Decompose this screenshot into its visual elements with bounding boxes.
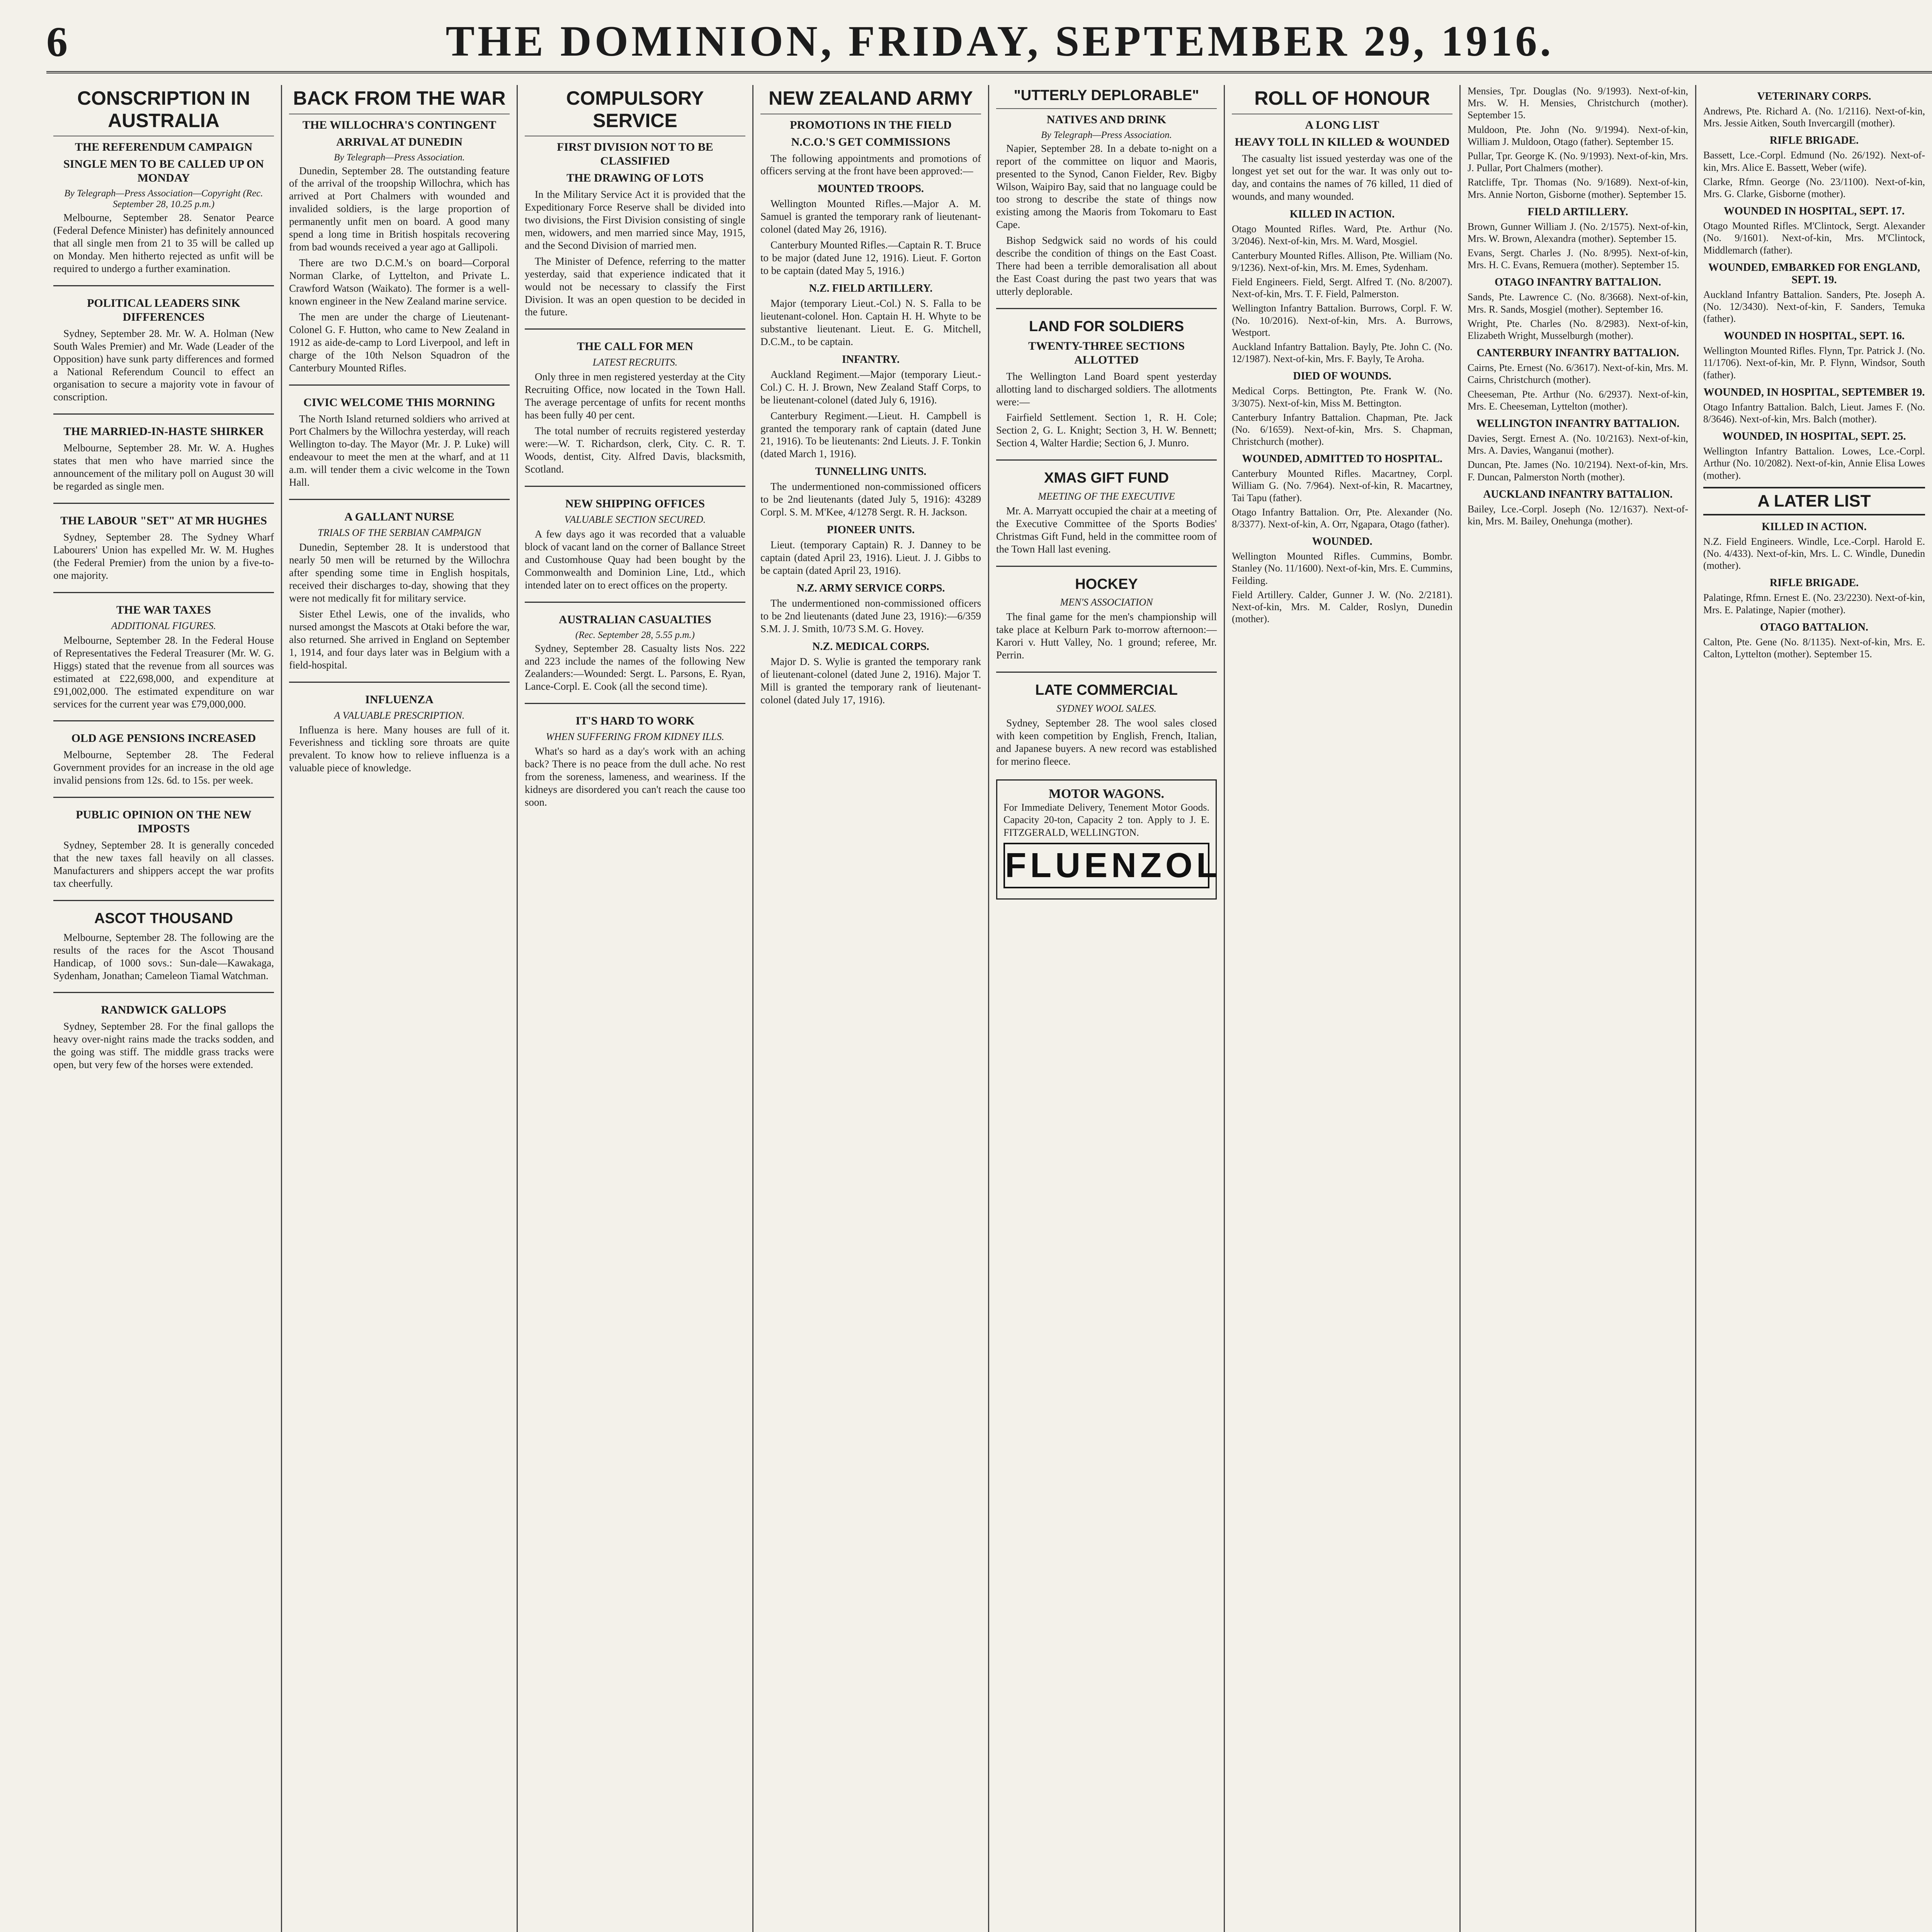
casualty-entry: Pullar, Tpr. George K. (No. 9/1993). Next-of-kin, Mrs. J. Pullar, Port Chalmers (mother).: [1468, 150, 1688, 174]
article-roll-of-honour: [1232, 87, 1452, 625]
paragraph: The undermentioned non-commissioned officers to be 2nd lieutenants (dated June 23, 1916):—6/359 S.M. J. J. Smith, 10/73 S.M. G. Hovey.: [760, 597, 981, 634]
section-label: WOUNDED, EMBARKED FOR ENGLAND, SEPT. 19.: [1708, 261, 1920, 286]
paragraph: Sydney, September 28. Mr. W. A. Holman (New South Wales Premier) and Mr. Wade (Leader of the Opposition) have sunk party differences and formed a National Referendum Council to effect an organisation to secure a majority vote in favour of conscription.: [53, 327, 274, 403]
article-influenza: [289, 682, 510, 775]
casualty-entry: Canterbury Mounted Rifles. Allison, Pte. William (No. 9/1236). Next-of-kin, Mrs. M. Emes, Sydenham.: [1232, 250, 1452, 273]
paragraph: Melbourne, September 28. The following are the results of the races for the Ascot Thousand Handicap, of 1000 sovs.: Sun-dale—Kawakaga, Sydenham, Jonathan; Cameleon Tiamal Watchman.: [53, 931, 274, 981]
headline: NEW ZEALAND ARMY: [769, 87, 973, 109]
section-label: KILLED IN ACTION.: [1289, 208, 1395, 221]
casualty-entry: Evans, Sergt. Charles J. (No. 8/995). Next-of-kin, Mrs. H. C. Evans, Remuera (mother). September 15.: [1468, 247, 1688, 271]
column-2: [282, 85, 518, 1932]
advertisement: [996, 779, 1221, 900]
section-label: N.Z. MEDICAL CORPS.: [812, 640, 929, 653]
section-label: VETERINARY CORPS.: [1757, 90, 1871, 102]
headline: INFLUENZA: [365, 693, 434, 706]
section-label: TUNNELLING UNITS.: [815, 466, 927, 478]
casualty-entry: Medical Corps. Bettington, Pte. Frank W. (No. 3/3075). Next-of-kin, Miss M. Bettington.: [1232, 385, 1452, 409]
headline: ASCOT THOUSAND: [94, 910, 233, 927]
paragraph: Bishop Sedgwick said no words of his could describe the condition of things on the East Coast. There had been a terrible demoralisation all about the East Coast during the past two years that was utterly deplorable.: [996, 235, 1217, 297]
casualty-entry: Otago Infantry Battalion. Orr, Pte. Alexander (No. 8/3377). Next-of-kin, A. Orr, Ngapara, Otago (father).: [1232, 506, 1452, 530]
casualty-list-continued: [1468, 85, 1688, 527]
article-public-opinion: [53, 797, 274, 890]
headline: XMAS GIFT FUND: [1044, 470, 1169, 486]
subheadline: TWENTY-THREE SECTIONS ALLOTTED: [1028, 339, 1185, 366]
article-old-age-pensions: [53, 720, 274, 787]
section-label: WOUNDED IN HOSPITAL, SEPT. 17.: [1723, 205, 1905, 218]
ad-heading: MOTOR WAGONS.: [1048, 786, 1165, 801]
article-ascot-thousand: [53, 900, 274, 982]
paragraph: The Wellington Land Board spent yesterday allotting land to discharged soldiers. The allotments were:—: [996, 370, 1217, 408]
dateline: By Telegraph—Press Association.: [334, 152, 465, 163]
newspaper-title: THE DOMINION, FRIDAY, SEPTEMBER 29, 1916.: [446, 17, 1554, 65]
subheadline: FIRST DIVISION NOT TO BE CLASSIFIED: [525, 136, 745, 168]
article-war-taxes: [53, 592, 274, 711]
article-utterly-deplorable: [996, 87, 1217, 298]
deck: ARRIVAL AT DUNEDIN: [336, 135, 463, 148]
column-6: [1225, 85, 1461, 1932]
casualty-entry: Bassett, Lce.-Corpl. Edmund (No. 26/192). Next-of-kin, Mrs. Alice E. Bassett, Weber (wife).: [1703, 150, 1925, 173]
column-5: [989, 85, 1225, 1932]
casualty-entry: Otago Infantry Battalion. Balch, Lieut. James F. (No. 8/3646). Next-of-kin, Mrs. Balch (mother).: [1703, 401, 1925, 425]
section-label: OTAGO INFANTRY BATTALION.: [1495, 276, 1661, 289]
column-7: [1461, 85, 1696, 1932]
article-political-leaders: [53, 285, 274, 404]
paragraph: Sydney, September 28. Casualty lists Nos. 222 and 223 include the names of the following New Zealanders:—Wounded: Sergt. L. Parsons, E. Ryan, Lance-Corpl. E. Cook (all the second time).: [525, 642, 745, 692]
paragraph: Influenza is here. Many houses are full of it. Feverishness and tickling sore throats are quite prevalent. To know how to relieve influenza is a valuable piece of knowledge.: [289, 724, 510, 774]
casualty-entry: Wellington Infantry Battalion. Lowes, Lce.-Corpl. Arthur (No. 10/2082). Next-of-kin, Annie Elisa Lowes (mother).: [1703, 446, 1925, 481]
casualty-entry: Calton, Pte. Gene (No. 8/1135). Next-of-kin, Mrs. E. Calton, Lyttelton (mother). September 15.: [1703, 636, 1925, 660]
headline: LAND FOR SOLDIERS: [1029, 318, 1184, 335]
casualty-entry: Mensies, Tpr. Douglas (No. 9/1993). Next-of-kin, Mrs. W. H. Mensies, Christchurch (mother). September 15.: [1468, 85, 1688, 121]
article-call-for-men: [525, 328, 745, 476]
headline: IT'S HARD TO WORK: [575, 714, 695, 728]
article-shipping-offices: [525, 486, 745, 592]
paragraph: Major (temporary Lieut.-Col.) N. S. Falla to be lieutenant-colonel. Hon. Captain H. H. Whyte to be substantive lieutenant. Lieut. E. G. Mitchell, D.C.M., to be captain.: [760, 298, 981, 347]
article-hockey: [996, 566, 1217, 662]
masthead: [46, 15, 1932, 73]
paragraph: Canterbury Mounted Rifles.—Captain R. T. Bruce to be major (dated June 12, 1916). Lieut. F. Gorton to be captain (dated May 5, 1916.): [760, 239, 981, 277]
casualty-entry: Duncan, Pte. James (No. 10/2194). Next-of-kin, Mrs. F. Duncan, Palmerston North (mother).: [1468, 459, 1688, 483]
paragraph: Sydney, September 28. The Sydney Wharf Labourers' Union has expelled Mr. W. M. Hughes (the Federal Premier) from the union by a five-to-one majority.: [53, 531, 274, 581]
headline: OLD AGE PENSIONS INCREASED: [71, 732, 256, 745]
paragraph: Major D. S. Wylie is granted the temporary rank of lieutenant-colonel (dated June 2, 1916). Major T. Mill is granted the temporary rank of lieutenant-colonel (dated July 17, 1916).: [760, 655, 981, 706]
article-randwick-gallops: [53, 992, 274, 1071]
casualty-entry: Ratcliffe, Tpr. Thomas (No. 9/1689). Next-of-kin, Mrs. Annie Norton, Gisborne (mother). September 15.: [1468, 177, 1688, 200]
article-gallant-nurse: [289, 499, 510, 671]
headline: THE MARRIED-IN-HASTE SHIRKER: [63, 425, 264, 438]
deck: SINGLE MEN TO BE CALLED UP ON MONDAY: [63, 158, 264, 184]
casualty-entry: Cairns, Pte. Ernest (No. 6/3617). Next-of-kin, Mrs. M. Cairns, Christchurch (mother).: [1468, 362, 1688, 386]
article-nz-army: [760, 87, 981, 706]
ad-text: For Immediate Delivery, Tenement Motor Goods. Capacity 20-ton, Capacity 2 ton. Apply to J. E. FITZGERALD, WELLINGTON.: [1003, 801, 1209, 838]
section-label: MOUNTED TROOPS.: [818, 183, 924, 195]
dateline: By Telegraph—Press Association—Copyright (Rec. September 28, 10.25 p.m.): [64, 188, 263, 209]
ad-brand-name: FLUENZOL: [1003, 843, 1209, 888]
article-conscription: [53, 87, 274, 275]
paragraph: Lieut. (temporary Captain) R. J. Danney to be captain (dated April 23, 1916). Lieut. J. J. Gibbs to be captain (dated April 23, 1916).: [760, 539, 981, 576]
casualty-list-final: [1703, 90, 1925, 660]
paragraph: Dunedin, September 28. The outstanding feature of the arrival of the troopship Willochra, which has arrived at Port Chalmers with wounded and invalided soldiers, is the large proportion of permanently unfit men on board. A good many spend a long time in British hospitals recovering from bad wounds received a year ago at Gallipoli.: [289, 165, 510, 253]
headline: THE CALL FOR MEN: [577, 340, 693, 353]
article-labour-set: [53, 503, 274, 582]
section-label: CANTERBURY INFANTRY BATTALION.: [1476, 347, 1679, 359]
section-label: RIFLE BRIGADE.: [1769, 134, 1859, 147]
paragraph: The men are under the charge of Lieutenant-Colonel G. F. Hutton, who came to New Zealand in 1912 as aide-de-camp to Lord Liverpool, and left in charge of the 10th Nelson Squadron of the Canterbury Mounted Rifles.: [289, 311, 510, 374]
subheadline: MEN'S ASSOCIATION: [1060, 597, 1153, 608]
paragraph: Melbourne, September 28. The Federal Government provides for an increase in the old age invalid pensions from 12s. 6d. to 15s. per week.: [53, 749, 274, 786]
paragraph: Melbourne, September 28. In the Federal House of Representatives the Federal Treasurer (Mr. W. G. Higgs) stated that the revenue from all sources was estimated at £22,698,000, and expenditure at £91,002,000. The estimated expenditure on war services for the current year was £79,000,000.: [53, 634, 274, 710]
paragraph: Wellington Mounted Rifles.—Major A. M. Samuel is granted the temporary rank of lieutenant-colonel (dated May 26, 1916).: [760, 198, 981, 235]
paragraph: A few days ago it was recorded that a valuable block of vacant land on the corner of Ballance Street and Customhouse Quay had been bought by the Commonwealth and Dominion Line, Ltd., which intended later on to erect offices on the property.: [525, 528, 745, 591]
paragraph: Sydney, September 28. For the final gallops the heavy over-night rains made the tracks sodden, and the going was stiff. The middle grass tracks were open, but very few of the horses were extended.: [53, 1020, 274, 1071]
casualty-entry: Cheeseman, Pte. Arthur (No. 6/2937). Next-of-kin, Mrs. E. Cheeseman, Lyttelton (mother).: [1468, 388, 1688, 412]
article-back-from-war: [289, 87, 510, 374]
article-land-for-soldiers: [996, 308, 1217, 449]
article-xmas-gift-fund: [996, 459, 1217, 555]
column-3: [518, 85, 753, 1932]
subheadline: A VALUABLE PRESCRIPTION.: [334, 709, 465, 721]
section-label: WOUNDED, IN HOSPITAL, SEPTEMBER 19.: [1703, 386, 1925, 398]
casualty-entry: Wellington Infantry Battalion. Burrows, Corpl. F. W. (No. 10/2016). Next-of-kin, Mrs. A. Burrows, Westport.: [1232, 303, 1452, 338]
paragraph: The undermentioned non-commissioned officers to be 2nd lieutenants (dated July 5, 1916): 43289 Corpl. S. M. M'Kee, 4/1278 Sergt. R. H. Jackson.: [760, 481, 981, 518]
headline: LATE COMMERCIAL: [1035, 682, 1178, 699]
section-label: N.Z. ARMY SERVICE CORPS.: [796, 582, 945, 594]
article-married-shirker: [53, 413, 274, 493]
casualty-entry: Wright, Pte. Charles (No. 8/2983). Next-of-kin, Elizabeth Wright, Musselburgh (mother).: [1468, 318, 1688, 341]
casualty-entry: Otago Mounted Rifles. Ward, Pte. Arthur (No. 3/2046). Next-of-kin, Mrs. M. Ward, Mosgiel.: [1232, 223, 1452, 247]
article-compulsory-service: [525, 87, 745, 318]
casualty-entry: Canterbury Infantry Battalion. Chapman, Pte. Jack (No. 6/1659). Next-of-kin, Mrs. S. Chapman, Christchurch (mother).: [1232, 412, 1452, 447]
paragraph: The following appointments and promotions of officers serving at the front have been approved:—: [760, 152, 981, 177]
paragraph: Sydney, September 28. It is generally conceded that the new taxes fall heavily on all classes. Manufacturers and shippers accept the war profits tax cheerfully.: [53, 839, 274, 889]
paragraph: In the Military Service Act it is provided that the Expeditionary Force Reserve shall be divided into two divisions, the First Division consisting of single men, widowers, and men married since May, 1915, and the Second Division of married men.: [525, 189, 745, 251]
article-hard-to-work: [525, 703, 745, 809]
section-label: PIONEER UNITS.: [827, 524, 915, 536]
section-label: WOUNDED, IN HOSPITAL, SEPT. 25.: [1722, 430, 1906, 443]
subheadline: WHEN SUFFERING FROM KIDNEY ILLS.: [546, 731, 724, 743]
deck: N.C.O.'S GET COMMISSIONS: [791, 135, 951, 148]
headline: COMPULSORY SERVICE: [566, 87, 704, 131]
paragraph: Napier, September 28. In a debate to-night on a report of the committee on liquor and Maoris, presented to the Synod, Canon Fielder, Rev. Bigby Wilson, Waipiro Bay, said that no language could be too strong to describe the state of things now existing among the Maoris from Tokomaru to East Cape.: [996, 142, 1217, 231]
later-list-banner: A LATER LIST: [1703, 487, 1925, 515]
column-4: [753, 85, 989, 1932]
casualty-entry: Auckland Infantry Battalion. Bayly, Pte. John C. (No. 12/1987). Next-of-kin, Mrs. F. Bayly, Te Aroha.: [1232, 341, 1452, 365]
casualty-entry: Palatinge, Rfmn. Ernest E. (No. 23/2230). Next-of-kin, Mrs. E. Palatinge, Napier (mother).: [1703, 592, 1925, 616]
casualty-entry: Davies, Sergt. Ernest A. (No. 10/2163). Next-of-kin, Mrs. A. Davies, Wanganui (mother).: [1468, 432, 1688, 456]
newspaper-columns: [46, 85, 1932, 1932]
page-number: 6: [46, 18, 68, 65]
casualty-entry: Field Engineers. Field, Sergt. Alfred T. (No. 8/2007). Next-of-kin, Mrs. T. F. Field, Palmerston.: [1232, 276, 1452, 300]
casualty-entry: Wellington Mounted Rifles. Cummins, Bombr. Stanley (No. 11/1600). Next-of-kin, Mrs. E. Cummins, Feilding.: [1232, 551, 1452, 586]
headline: ROLL OF HONOUR: [1254, 87, 1430, 109]
section-label: N.Z. FIELD ARTILLERY.: [809, 282, 933, 294]
deck: HEAVY TOLL IN KILLED & WOUNDED: [1235, 135, 1450, 148]
headline: CIVIC WELCOME THIS MORNING: [303, 396, 495, 409]
subheadline: ADDITIONAL FIGURES.: [111, 620, 216, 631]
section-label: INFANTRY.: [842, 353, 900, 366]
paragraph: Canterbury Regiment.—Lieut. H. Campbell is granted the temporary rank of captain (dated June 21, 1916). To be lieutenants: 2nd Lieuts. J. F. Tonkin (dated March 1, 1916).: [760, 410, 981, 460]
paragraph: There are two D.C.M.'s on board—Corporal Norman Clarke, of Lyttelton, and Private L. Crawford Watson (Waikato). The former is a well-known engineer in the New Zealand marine service.: [289, 257, 510, 307]
headline: HOCKEY: [1075, 576, 1138, 592]
headline: AUSTRALIAN CASUALTIES: [559, 613, 711, 626]
article-civic-welcome: [289, 384, 510, 489]
casualty-entry: Otago Mounted Rifles. M'Clintock, Sergt. Alexander (No. 9/1601). Next-of-kin, Mrs. M'Clintock, Middlemarch (father).: [1703, 220, 1925, 256]
section-label: DIED OF WOUNDS.: [1293, 370, 1391, 383]
casualty-entry: N.Z. Field Engineers. Windle, Lce.-Corpl. Harold E. (No. 4/433). Next-of-kin, Mrs. L. C. Windle, Dunedin (mother).: [1703, 536, 1925, 571]
paragraph: The Minister of Defence, referring to the matter yesterday, said that experience indicated that it would not be necessary to classify the First Division. It was an open question to be decided in the future.: [525, 255, 745, 318]
headline: BACK FROM THE WAR: [293, 87, 506, 109]
subheadline: NATIVES AND DRINK: [996, 108, 1217, 127]
headline: THE WAR TAXES: [116, 603, 211, 616]
paragraph: Sister Ethel Lewis, one of the invalids, who nursed amongst the Mascots at Otaki before the war, also returned. She arrived in England on September 1, 1914, and four days later was in Belgium with a field-hospital.: [289, 608, 510, 671]
section-label: FIELD ARTILLERY.: [1527, 206, 1628, 218]
subheadline: TRIALS OF THE SERBIAN CAMPAIGN: [318, 527, 481, 539]
headline: "UTTERLY DEPLORABLE": [1014, 87, 1199, 104]
subheadline: VALUABLE SECTION SECURED.: [564, 514, 706, 525]
headline: A GALLANT NURSE: [344, 510, 454, 524]
paragraph: The casualty list issued yesterday was one of the longest yet set out for the war. It was only out to-day, and contains the names of 76 killed, 11 died of wounds, and many wounded.: [1232, 152, 1452, 202]
paragraph: Sydney, September 28. The wool sales closed with keen competition by English, French, Italian, and Japanese buyers. A new record was established for merino fleece.: [996, 717, 1217, 767]
dateline: (Rec. September 28, 5.55 p.m.): [575, 629, 695, 640]
subheadline: A LONG LIST: [1232, 114, 1452, 132]
casualty-entry: Clarke, Rfmn. George (No. 23/1100). Next-of-kin, Mrs. G. Clarke, Gisborne (mother).: [1703, 176, 1925, 199]
section-label: AUCKLAND INFANTRY BATTALION.: [1483, 488, 1673, 500]
paragraph: The final game for the men's championship will take place at Kelburn Park to-morrow afternoon:—Karori v. Hutt Valley, No. 1 ground; referee, Mr. Perrin.: [996, 611, 1217, 661]
paragraph: The total number of recruits registered yesterday were:—W. T. Richardson, clerk, City. C. R. T. Woods, dentist, City. Alfred Davis, blacksmith, Scotland.: [525, 425, 745, 475]
article-australian-casualties: [525, 602, 745, 693]
subheadline: THE WILLOCHRA'S CONTINGENT: [289, 114, 510, 132]
subheadline: SYDNEY WOOL SALES.: [1056, 702, 1156, 714]
headline: RANDWICK GALLOPS: [101, 1003, 226, 1017]
paragraph: Dunedin, September 28. It is understood that nearly 50 men will be returned by the Willochra after spending some time in English hospitals, received their discharges to-day, showing that they were not medically fit for military service.: [289, 541, 510, 604]
section-label: WOUNDED, ADMITTED TO HOSPITAL.: [1242, 453, 1442, 465]
section-label: OTAGO BATTALION.: [1760, 621, 1869, 633]
subheadline: PROMOTIONS IN THE FIELD: [760, 114, 981, 132]
section-label: WOUNDED.: [1312, 536, 1372, 548]
casualty-entry: Sands, Pte. Lawrence C. (No. 8/3668). Next-of-kin, Mrs. R. Sands, Mosgiel (mother). September 16.: [1468, 291, 1688, 315]
paragraph: Melbourne, September 28. Mr. W. A. Hughes states that men who have married since the announcement of the military poll on August 30 will be regarded as single men.: [53, 442, 274, 492]
section-label: WELLINGTON INFANTRY BATTALION.: [1476, 417, 1680, 430]
deck: THE DRAWING OF LOTS: [566, 172, 704, 184]
dateline: By Telegraph—Press Association.: [1041, 129, 1172, 140]
casualty-entry: Andrews, Pte. Richard A. (No. 1/2116). Next-of-kin, Mrs. Jessie Aitken, South Invercargill (mother).: [1703, 105, 1925, 129]
section-label: KILLED IN ACTION.: [1762, 520, 1867, 533]
subheadline: MEETING OF THE EXECUTIVE: [1038, 490, 1175, 502]
section-label: WOUNDED IN HOSPITAL, SEPT. 16.: [1723, 330, 1905, 342]
subheadline: LATEST RECRUITS.: [592, 357, 678, 368]
paragraph: Mr. A. Marryatt occupied the chair at a meeting of the Executive Committee of the Sports Bodies' Christmas Gift Fund, held in the committee room of the Town Hall last evening.: [996, 505, 1217, 555]
paragraph: The North Island returned soldiers who arrived at Port Chalmers by the Willochra yesterday, will reach Wellington to-day. The Mayor (Mr. J. P. Luke) will endeavour to meet the men at the wharf, and at 11 a.m. will tender them a civic welcome in the Town Hall.: [289, 413, 510, 488]
casualty-entry: Field Artillery. Calder, Gunner J. W. (No. 2/2181). Next-of-kin, Mrs. M. Calder, Roslyn, Dunedin (mother).: [1232, 589, 1452, 625]
paragraph: Fairfield Settlement. Section 1, R. H. Cole; Section 2, G. L. Knight; Section 3, H. W. Bennett; Section 4, Walter Hardie; Section 6, J. Munro.: [996, 412, 1217, 449]
subheadline: THE REFERENDUM CAMPAIGN: [53, 136, 274, 154]
casualty-entry: Brown, Gunner William J. (No. 2/1575). Next-of-kin, Mrs. W. Brown, Alexandra (mother). September 15.: [1468, 221, 1688, 244]
section-label: RIFLE BRIGADE.: [1769, 577, 1859, 589]
paragraph: Melbourne, September 28. Senator Pearce (Federal Defence Minister) has definitely announced that all single men from 21 to 35 will be called up on Monday. Men hitherto rejected as unfit will be required to undergo a further examination.: [53, 212, 274, 274]
column-8: [1696, 85, 1932, 1932]
article-late-commercial: [996, 672, 1217, 767]
headline: THE LABOUR "SET" AT MR HUGHES: [60, 514, 267, 527]
headline: NEW SHIPPING OFFICES: [565, 497, 705, 510]
paragraph: Only three in men registered yesterday at the City Recruiting Office, now located in the Town Hall. The average percentage of unfits for recent months has been fully 40 per cent.: [525, 371, 745, 421]
paragraph: Auckland Regiment.—Major (temporary Lieut.-Col.) C. H. J. Brown, New Zealand Staff Corps, to be lieutenant-colonel (dated July 6, 1916).: [760, 368, 981, 406]
casualty-entry: Muldoon, Pte. John (No. 9/1994). Next-of-kin, William J. Muldoon, Otago (father). September 15.: [1468, 124, 1688, 147]
headline: PUBLIC OPINION ON THE NEW IMPOSTS: [76, 808, 252, 835]
casualty-entry: Auckland Infantry Battalion. Sanders, Pte. Joseph A. (No. 12/3430). Next-of-kin, F. Sanders, Temuka (father).: [1703, 289, 1925, 325]
casualty-entry: Canterbury Mounted Rifles. Macartney, Corpl. William G. (No. 7/964). Next-of-kin, R. Macartney, Tai Tapu (father).: [1232, 468, 1452, 503]
column-1: [46, 85, 282, 1932]
headline: CONSCRIPTION IN AUSTRALIA: [77, 87, 250, 131]
casualty-entry: Wellington Mounted Rifles. Flynn, Tpr. Patrick J. (No. 11/1706). Next-of-kin, Mr. P. Flynn, Windsor, South (father).: [1703, 345, 1925, 381]
headline: POLITICAL LEADERS SINK DIFFERENCES: [87, 296, 240, 323]
paragraph: What's so hard as a day's work with an aching back? There is no peace from the dull ache. No rest from the soreness, lameness, and weariness. If the kidneys are disordered you can't reach the cause too soon.: [525, 745, 745, 808]
casualty-entry: Bailey, Lce.-Corpl. Joseph (No. 12/1637). Next-of-kin, Mrs. M. Bailey, Onehunga (mother).: [1468, 503, 1688, 527]
